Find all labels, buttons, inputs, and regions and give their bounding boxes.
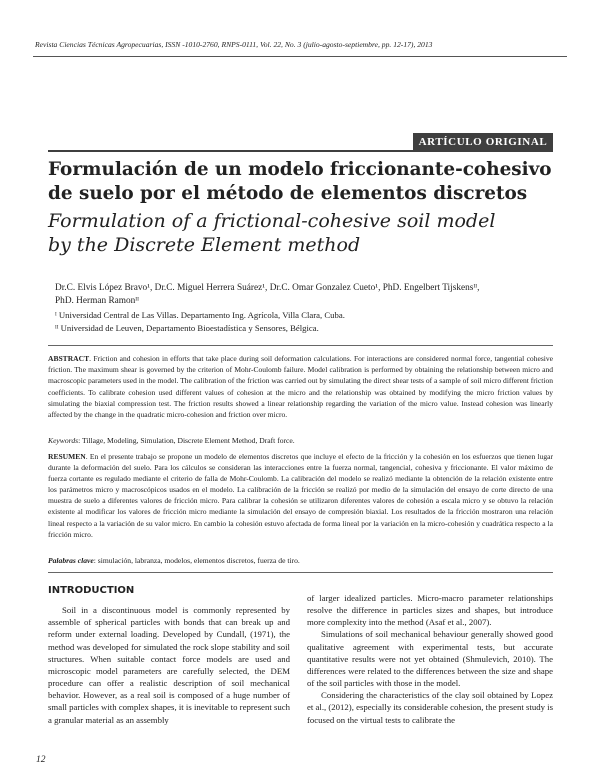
body-column-left [48, 585, 290, 726]
title-english-line: by the Discrete Element method [48, 234, 361, 256]
author-line: Dr.C. Elvis López Bravo¹, Dr.C. Miguel Herrera Suárez¹, Dr.C. Omar Gonzalez Cueto¹, PhD. Engelbert Tijskensᴵᴵ, [55, 283, 480, 293]
abstract-text: . Friction and cohesion in efforts that take place during soil deformation calculations. For interactions are considered normal force, tangential cohesive friction. The maximum shear is governed by the criterion of Mohr-Coulomb failure. Model calibration is performed by obtaining the relationship between micro and macroscopic parameters used in the model. The calibration of the friction was carried out by simulating the direct shear tests of a sample of soil micro different friction coefficients. To calibrate cohesion used different values of cohesion at the micro and the relationship was obtained by modifying the micro friction values by simulating the biaxial compression test. The friction results showed a linear relationship regarding the variation of the micro value. Instead cohesion was linearly affected by the change in the quadratic micro-cohesion and friction over micro. [48, 354, 553, 420]
abstract [48, 353, 553, 420]
article-type-badge: ARTÍCULO ORIGINAL [413, 133, 553, 152]
keywords-label: Keywords [48, 436, 79, 445]
body-top-rule [48, 572, 553, 573]
title-spanish-line: de suelo por el método de elementos discretos [48, 183, 528, 204]
header-rule [33, 56, 567, 57]
affiliation: ᴵᴵ Universidad de Leuven, Departamento Bioestadística y Sensores, Bélgica. [55, 322, 319, 333]
paragraph: of larger idealized particles. Micro-macro parameter relationships resolve the difference in particles sizes and shapes, but introduce more complexity into the method (Asaf et al., 2007). [307, 593, 553, 628]
keywords-text: : Tillage, Modeling, Simulation, Discrete Element Method, Draft force. [78, 436, 295, 445]
palabras-clave [48, 556, 553, 566]
author-list [55, 282, 560, 307]
title-english-line: Formulation of a frictional-cohesive soil model [48, 210, 496, 232]
affiliation: ᴵ Universidad Central de Las Villas. Departamento Ing. Agrícola, Villa Clara, Cuba. [55, 310, 345, 320]
title-rule [48, 150, 553, 152]
paragraph: Simulations of soil mechanical behaviour generally showed good qualitative agreement with experimental tests, but accurate quantitative results were not yet obtained (Shmulevich, 2010). The differences were related to the differences between the size and shape of the soil particles with those in the model. [307, 629, 553, 689]
author-line: PhD. Herman Ramonᴵᴵ [55, 295, 140, 306]
title-english [48, 209, 553, 257]
resumen [48, 451, 553, 540]
abstract-top-rule [48, 345, 553, 346]
introduction-heading: INTRODUCTION [48, 585, 135, 596]
paragraph: Soil in a discontinuous model is commonly represented by assemble of spherical particles with bonds that can break up and reform under external loading. Developed by Cundall, (1971), the method was developed for simulated the rock slope stability and soil structures. When suitable contact force models are used and microscopic model parameters are carefully selected, the DEM procedure can offer a realistic description of soil mechanical behavior. However, as a real soil is composed of a huge number of small particles with complex shapes, it is inevitable to represent such a granular material as an assembly [48, 605, 290, 725]
title-spanish [48, 158, 553, 206]
journal-header: Revista Ciencias Técnicas Agropecuarias, ISSN -1010-2760, RNPS-0111, Vol. 22, No. 3 (julio-agosto-septiembre, pp. 12-17), 2013 [35, 40, 433, 49]
resumen-label: RESUMEN [48, 452, 86, 461]
body-column-right [307, 592, 553, 726]
keywords [48, 436, 553, 446]
title-spanish-line: Formulación de un modelo friccionante-cohesivo [48, 159, 552, 180]
palabras-clave-label: Palabras clave [48, 556, 94, 565]
paragraph: Considering the characteristics of the clay soil obtained by Lopez et al., (2012), especially its considerable cohesion, the present study is focused on the virtual tests to calibrate the [307, 690, 553, 725]
affiliations [55, 309, 560, 334]
page-number: 12 [36, 755, 46, 765]
resumen-text: . En el presente trabajo se propone un modelo de elementos discretos que incluye el efecto de la fricción y la cohesión en los esfuerzos que tienen lugar durante la deformación del suelo. Para los cálculos se consideran las interacciones entre la fuerza normal, tangencial, cohesiva y friccionante. El valor máximo de fuerza cortante es regulado mediante el criterio de falla de Mohr-Coulomb. La calibración del modelo se realizó mediante la obtención de la relación existente entre los parámetros micro y macroscópicos usados en el modelo. La calibración de la fricción se realizó por medio de la simulación del ensayo de corte directo de una muestra de suelo a diferentes valores de fricción micro. Para calibrar la cohesión se utilizaron diferentes valores de cohesión a escala micro y se obtuvo la relación existente al modificar los valores de fricción micro mediante la simulación del ensayo de compresión biaxial. Los resultados de la fricción mostraron una relación lineal respecto a la variación de su valor micro. En cambio la cohesión estuvo afectada de forma lineal por la variación en la micro-cohesión y cuadrática respecto a la fricción micro. [48, 452, 553, 539]
abstract-label: ABSTRACT [48, 354, 90, 363]
palabras-clave-text: : simulación, labranza, modelos, elementos discretos, fuerza de tiro. [93, 556, 300, 565]
